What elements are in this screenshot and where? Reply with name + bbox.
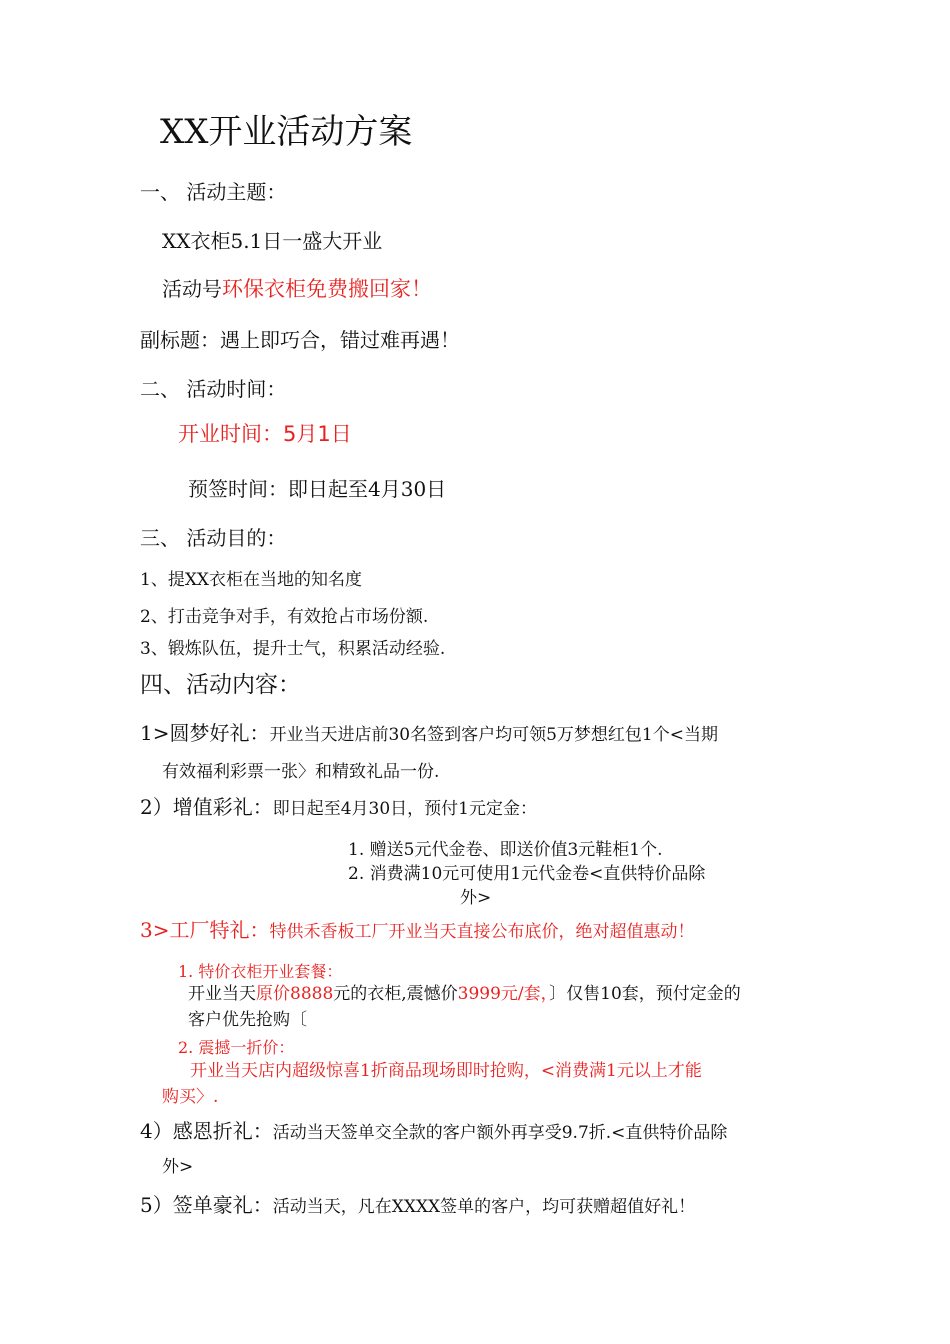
item-2-sub-2-continued: 外>	[460, 888, 492, 908]
item-5-text: 活动当天，凡在XXXX签单的客户，均可获赠超值好礼！	[272, 1197, 696, 1217]
purpose-item: 1、提XX衣柜在当地的知名度	[140, 570, 363, 590]
item-4-continued: 外>	[162, 1157, 194, 1177]
section-1-heading: 一、 活动主题：	[140, 180, 287, 204]
purpose-item: 3、锻炼队伍，提升士气，积累活动经验.	[140, 639, 446, 659]
item-5-label: 5）签单豪礼：	[140, 1193, 273, 1217]
item-3-label: 3>工厂特礼：	[140, 918, 270, 942]
item-4	[140, 1119, 727, 1143]
item-5	[140, 1193, 695, 1217]
purpose-item: 2、打击竞争对手，有效抢占市场份额.	[140, 607, 429, 627]
item-1-label: 1>圆梦好礼：	[140, 721, 270, 745]
slogan-prefix: 活动号	[162, 277, 222, 301]
document-title: XX开业活动方案	[160, 112, 413, 152]
item-2-sub-1: 1. 赠送5元代金卷、即送价值3元鞋柜1个.	[348, 840, 663, 860]
item-2-label: 2）增值彩礼：	[140, 795, 273, 819]
item-3-sub-1-text	[188, 984, 741, 1004]
item-1	[140, 721, 718, 745]
item-4-label: 4）感恩折礼：	[140, 1119, 273, 1143]
item-4-text: 活动当天签单交全款的客户额外再享受9.7折.<直供特价品除	[272, 1123, 728, 1143]
presign-time: 预签时间：即日起至4月30日	[188, 477, 447, 501]
section-3-heading: 三、 活动目的：	[140, 526, 287, 550]
text-fragment: 〕仅售10套，预付定金的	[549, 984, 741, 1004]
item-3-text: 特供禾香板工厂开业当天直接公布底价，绝对超值惠动！	[269, 922, 695, 942]
item-3-sub-1-continued: 客户优先抢购〔	[188, 1010, 307, 1030]
special-price: 3999元/套，	[457, 984, 550, 1004]
opening-time: 开业时间：5月1日	[178, 422, 352, 446]
item-3-sub-2-title: 2. 震撼一折价：	[178, 1038, 295, 1057]
item-3-sub-2-continued: 购买〉.	[162, 1087, 219, 1107]
activity-slogan	[162, 277, 432, 302]
item-2-text: 即日起至4月30日，预付1元定金：	[272, 799, 537, 819]
section-4-heading: 四、活动内容：	[140, 672, 301, 698]
activity-theme: XX衣柜5.1日一盛大开业	[162, 229, 383, 253]
activity-subtitle: 副标题：遇上即巧合，错过难再遇！	[140, 328, 460, 352]
text-fragment: 元的衣柜,震憾价	[333, 984, 458, 1004]
item-3	[140, 918, 694, 942]
item-3-sub-1-title: 1. 特价衣柜开业套餐：	[178, 962, 343, 981]
item-3-sub-2-text: 开业当天店内超级惊喜1折商品现场即时抢购，<消费满1元以上才能	[190, 1061, 702, 1081]
item-1-text: 开业当天进店前30名签到客户均可领5万梦想红包1个<当期	[269, 725, 718, 745]
item-1-continued: 有效福利彩票一张〉和精致礼品一份.	[162, 762, 440, 782]
section-2-heading: 二、 活动时间：	[140, 377, 287, 401]
text-fragment: 开业当天	[188, 984, 256, 1004]
slogan-highlight: 环保衣柜免费搬回家！	[222, 277, 432, 301]
item-2	[140, 795, 537, 819]
item-2-sub-2: 2. 消费满10元可使用1元代金卷<直供特价品除	[348, 864, 706, 884]
original-price: 原价8888	[256, 984, 334, 1004]
